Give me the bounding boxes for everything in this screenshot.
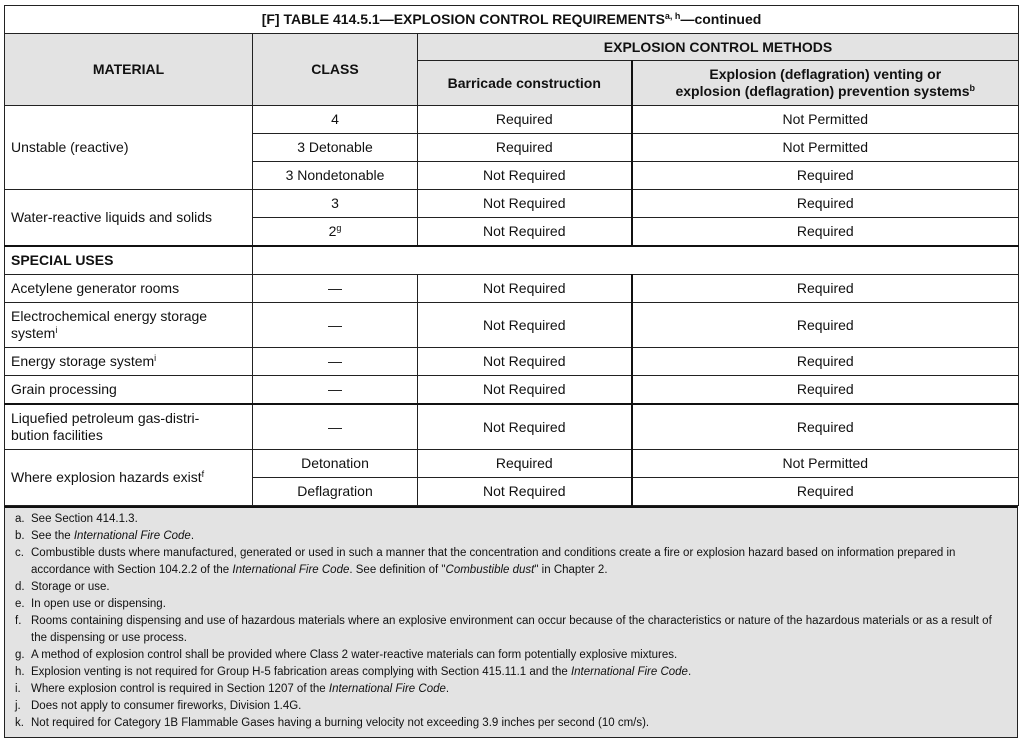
material-cell: Water-reactive liquids and solids (5, 190, 253, 247)
footnote: j. Does not apply to consumer fireworks, Division 1.4G. (15, 700, 302, 712)
empty-cell (253, 246, 1019, 275)
table-row (5, 404, 1019, 450)
venting-cell: Not Permitted (632, 106, 1019, 134)
venting-cell: Required (632, 478, 1019, 506)
footnote: e. In open use or dispensing. (15, 598, 166, 610)
class-cell: 4 (253, 106, 418, 134)
class-cell: — (253, 348, 418, 376)
header-barricade: Barricade construction (418, 61, 632, 106)
class-cell: 3 Detonable (253, 134, 418, 162)
material-cell: Electrochemical energy storage system$^i$ (5, 303, 253, 348)
barricade-cell: Not Required (418, 348, 632, 376)
barricade-cell: Required (418, 106, 632, 134)
barricade-cell: Not Required (418, 478, 632, 506)
barricade-cell: Not Required (418, 303, 632, 348)
barricade-cell: Not Required (418, 218, 632, 247)
barricade-cell: Not Required (418, 190, 632, 218)
table-row (5, 450, 1019, 478)
venting-cell: Required (632, 218, 1019, 247)
barricade-cell: Not Required (418, 162, 632, 190)
footnote: b. See the International Fire Code. (15, 530, 195, 542)
explosion-control-table (4, 5, 1019, 506)
header-methods: EXPLOSION CONTROL METHODS (418, 34, 1019, 61)
material-cell: Unstable (reactive) (5, 106, 253, 190)
table-row (5, 246, 1019, 275)
material-cell: Grain processing (5, 376, 253, 405)
table-row (5, 376, 1019, 405)
class-cell: 3 (253, 190, 418, 218)
venting-cell: Required (632, 275, 1019, 303)
footnote: h. Explosion venting is not required for Group H-5 fabrication areas complying with Section 415.11.1 and the International Fire Code. (15, 666, 692, 678)
header-class: CLASS (253, 34, 418, 106)
header-material: MATERIAL (5, 34, 253, 106)
table-row (5, 303, 1019, 348)
barricade-cell: Not Required (418, 404, 632, 450)
venting-cell: Required (632, 348, 1019, 376)
table-row (5, 190, 1019, 218)
barricade-cell: Not Required (418, 376, 632, 405)
barricade-cell: Required (418, 450, 632, 478)
class-cell: — (253, 404, 418, 450)
class-cell: — (253, 303, 418, 348)
class-cell: 3 Nondetonable (253, 162, 418, 190)
material-cell: Acetylene generator rooms (5, 275, 253, 303)
special-uses-heading: SPECIAL USES (5, 246, 253, 275)
footnote: f. Rooms containing dispensing and use of hazardous materials where an explosive environment can occur because of the characteristics or nature of the hazardous materials or as a result of the dispensing or use process. (15, 615, 992, 644)
explosion-control-table-page (4, 5, 1018, 738)
table-row (5, 275, 1019, 303)
footnote: i. Where explosion control is required in Section 1207 of the International Fire Code. (15, 683, 450, 695)
footnote: d. Storage or use. (15, 581, 110, 593)
venting-cell: Required (632, 404, 1019, 450)
footnote: c. Combustible dusts where manufactured, generated or used in such a manner that the concentration and conditions create a fire or explosion hazard based on information prepared in accordance with Section 104.2.2 of the International Fire Code. See definition of "Combustible dust" in Chapter 2. (15, 547, 956, 576)
material-cell: Where explosion hazards exist$^f$ (5, 450, 253, 506)
class-cell: Detonation (253, 450, 418, 478)
venting-cell: Not Permitted (632, 134, 1019, 162)
barricade-cell: Required (418, 134, 632, 162)
venting-cell: Required (632, 376, 1019, 405)
venting-cell: Required (632, 190, 1019, 218)
venting-cell: Required (632, 303, 1019, 348)
header-venting: Explosion (deflagration) venting or explosion (deflagration) prevention systems$^b$ (632, 61, 1019, 106)
material-cell: Energy storage system$^i$ (5, 348, 253, 376)
barricade-cell: Not Required (418, 275, 632, 303)
class-cell: Deflagration (253, 478, 418, 506)
venting-cell: Not Permitted (632, 450, 1019, 478)
table-title: [F] TABLE 414.5.1—EXPLOSION CONTROL REQUIREMENTS$^{a, h}$—continued (5, 6, 1019, 34)
table-row (5, 348, 1019, 376)
class-cell: 2$^g$ (253, 218, 418, 247)
footnote: g. A method of explosion control shall be provided where Class 2 water-reactive materials can form potentially explosive mixtures. (15, 649, 678, 661)
footnote: k. Not required for Category 1B Flammable Gases having a burning velocity not exceeding 3.9 inches per second (10 cm/s). (15, 717, 650, 729)
material-cell: Liquefied petroleum gas-distri- bution facilities (5, 404, 253, 450)
footnote: a. See Section 414.1.3. (15, 513, 138, 525)
table-footnotes (4, 506, 1018, 738)
venting-cell: Required (632, 162, 1019, 190)
class-cell: — (253, 275, 418, 303)
class-cell: — (253, 376, 418, 405)
table-row (5, 106, 1019, 134)
